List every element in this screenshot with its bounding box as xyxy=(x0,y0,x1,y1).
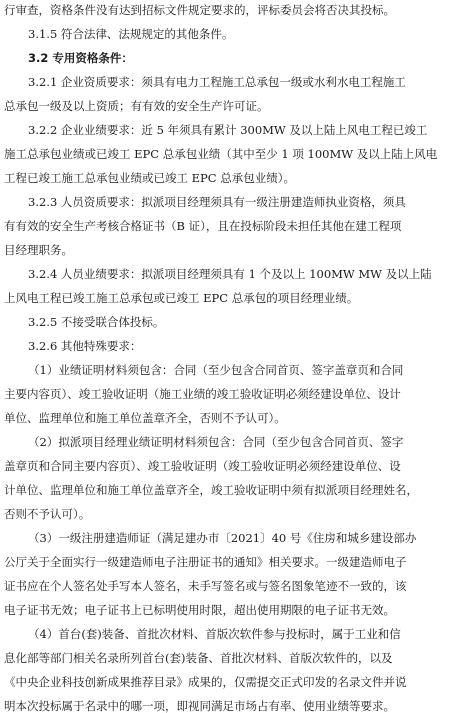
text-line: （1）业绩证明材料须包含：合同（至少包含合同首页、签字盖章页和合同 xyxy=(28,363,404,377)
text-line: 明本次投标属于名录中的哪一项，即视同满足市场占有率、使用业绩等要求。 xyxy=(4,699,395,713)
text-line: 施工总承包业绩或已竣工 EPC 总承包业绩（其中至少 1 项 100MW 及以上陆上风电 xyxy=(4,147,438,161)
text-line: 目经理职务。 xyxy=(4,243,73,257)
text-line: 3.2.4 人员业绩要求：拟派项目经理须具有 1 个及以上 100MW MW 及以上陆 xyxy=(28,267,432,281)
text-line: 3.2.1 企业资质要求：须具有电力工程施工总承包一级或水利水电工程施工 xyxy=(28,75,406,89)
text-line: （3）一级注册建造师证（满足建办市〔2021〕40 号《住房和城乡建设部办 xyxy=(28,531,417,545)
text-line: 3.2.5 不接受联合体投标。 xyxy=(28,315,165,329)
text-line: （4）首台(套)装备、首批次材料、首版次软件参与投标时，属于工业和信 xyxy=(28,627,401,641)
text-line: 计单位、监理单位和施工单位盖章齐全，竣工验收证明中须有拟派项目经理姓名， xyxy=(4,483,418,497)
text-line: （2）拟派项目经理业绩证明材料须包含：合同（至少包含合同首页、签字 xyxy=(28,435,404,449)
text-line: 3.2.3 人员资质要求：拟派项目经理须具有一级注册建造师执业资格，须具 xyxy=(28,195,406,209)
text-line: 盖章页和合同主要内容页）、竣工验收证明（竣工验收证明必须经建设单位、设 xyxy=(4,459,401,473)
text-line: 《中央企业科技创新成果推荐目录》成果的，仅需提交正式印发的名录文件并说 xyxy=(4,675,407,689)
text-line: 主要内容页）、竣工验收证明（施工业绩的竣工验收证明必须经建设单位、设计 xyxy=(4,387,401,401)
text-line: 证书应在个人签名处手写本人签名，未手写签名或与签名图象笔迹不一致的，该 xyxy=(4,579,407,593)
text-line: 行审查，资格条件没有达到招标文件规定要求的，评标委员会将否决其投标。 xyxy=(4,3,395,17)
text-line: 工程已竣工施工总承包业绩或已竣工 EPC 总承包业绩）。 xyxy=(4,171,295,185)
text-line: 总承包一级及以上资质；有有效的安全生产许可证。 xyxy=(4,99,269,113)
text-line: 有有效的安全生产考核合格证书（B 证），且在投标阶段未担任其他在建工程项 xyxy=(4,219,402,233)
text-line: 3.2.6 其他特殊要求： xyxy=(28,339,142,353)
text-line: 电子证书无效；电子证书上已标明使用时限，超出使用期限的电子证书无效。 xyxy=(4,603,395,617)
text-line: 3.1.5 符合法律、法规规定的其他条件。 xyxy=(28,27,234,41)
section-heading: 3.2 专用资格条件： xyxy=(28,51,133,65)
text-line: 公厅关于全面实行一级建造师电子注册证书的通知》相关要求。一级建造师电子 xyxy=(4,555,407,569)
text-line: 息化部等部门相关名录所列首台(套)装备、首批次材料、首版次软件的，以及 xyxy=(4,651,393,665)
text-line: 上风电工程已竣工施工总承包或已竣工 EPC 总承包的项目经理业绩。 xyxy=(4,291,359,305)
text-line: 3.2.2 企业业绩要求：近 5 年须具有累计 300MW 及以上陆上风电工程已竣工 xyxy=(28,123,428,137)
text-line: 单位、监理单位和施工单位盖章齐全，否则不予认可）。 xyxy=(4,411,286,425)
text-line: 否则不予认可）。 xyxy=(4,507,91,521)
